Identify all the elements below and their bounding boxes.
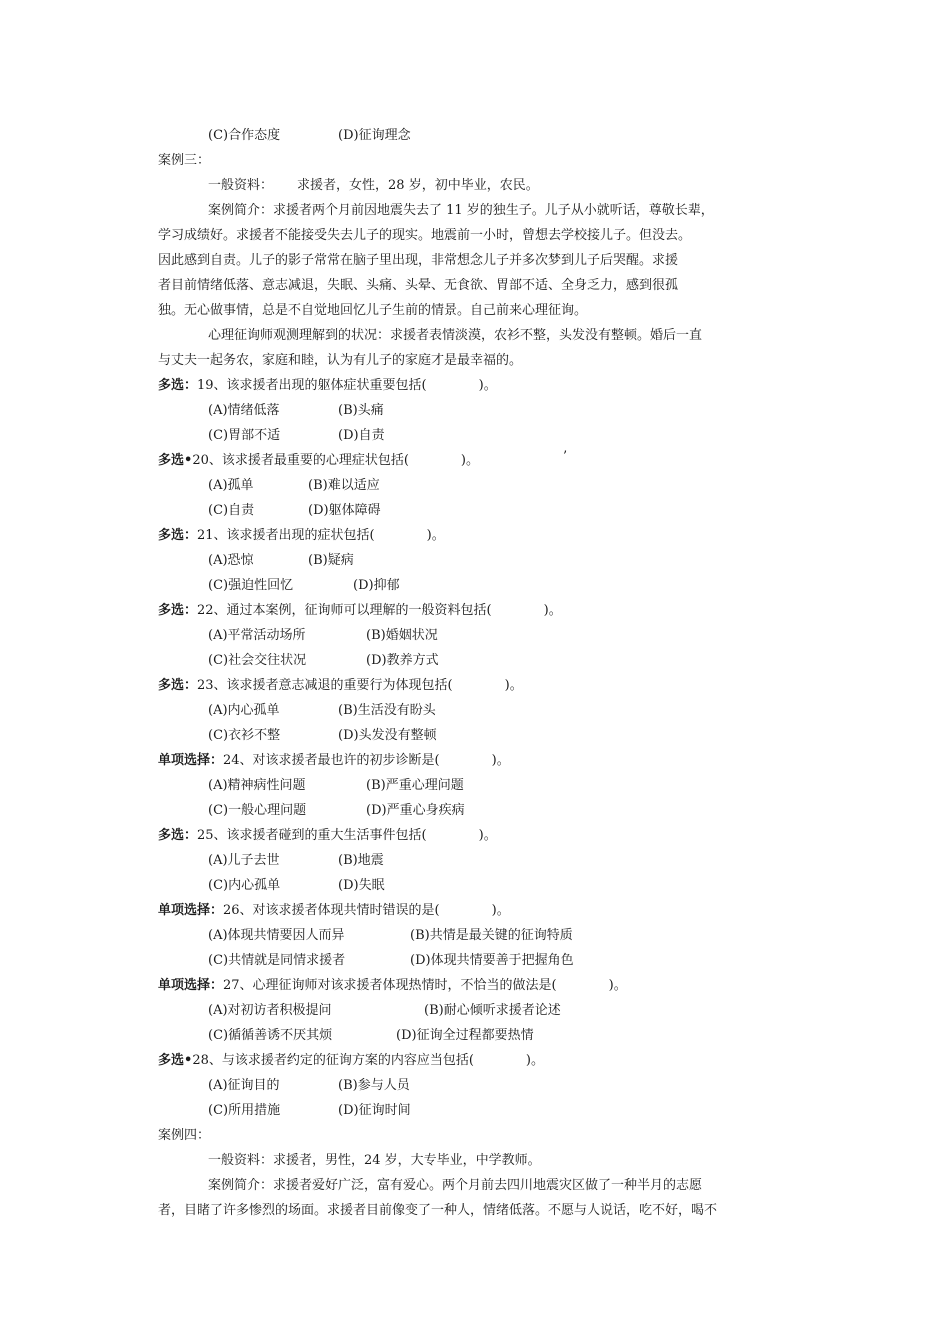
case3-intro-line: 案例简介：求援者两个月前因地震失去了 11 岁的独生子。儿子从小就听话，尊敬长辈， xyxy=(208,203,714,218)
option-a: (A)儿子去世 xyxy=(208,853,280,868)
option-c: (C)衣衫不整 xyxy=(208,728,281,743)
option-a: (A)情绪低落 xyxy=(208,403,280,418)
question-type: 多选： xyxy=(158,678,198,693)
question-type: 多选： xyxy=(158,528,198,543)
option-b: (B)参与人员 xyxy=(338,1078,410,1093)
option-b: (B)难以适应 xyxy=(308,478,380,493)
option-c: (C)内心孤单 xyxy=(208,878,281,893)
question-28 xyxy=(158,1051,778,1071)
option-d: (D)征询时间 xyxy=(338,1103,411,1118)
case3-intro-line: 独。无心做事情，总是不自觉地回忆儿子生前的情景。自己前来心理征询。 xyxy=(158,303,588,318)
option-a: (A)征询目的 xyxy=(208,1078,280,1093)
option-d: (D)严重心身疾病 xyxy=(366,803,465,818)
option-c: (C)共情就是同情求援者 xyxy=(208,953,346,968)
question-text: 20、该求援者最重要的心理症状包括( )。 xyxy=(192,453,479,468)
question-type: 单项选择： xyxy=(158,903,224,918)
case3-intro-line: 者目前情绪低落、意志减退，失眠、头痛、头晕、无食欲、胃部不适、全身乏力，感到很孤 xyxy=(158,278,679,293)
option-a: (A)恐惊 xyxy=(208,553,254,568)
case3-observe-line: 心理征询师观测理解到的状况：求援者表情淡漠，农衫不整，头发没有整顿。婚后一直 xyxy=(208,328,703,343)
option-d: (D)躯体障碍 xyxy=(308,503,381,518)
option-d: (D)教养方式 xyxy=(366,653,439,668)
option-c: (C)合作态度 xyxy=(208,128,281,143)
option-b: (B)地震 xyxy=(338,853,384,868)
case4-heading: 案例四： xyxy=(158,1128,211,1143)
option-d: (D)失眠 xyxy=(338,878,385,893)
question-23 xyxy=(158,676,778,696)
case3-heading: 案例三： xyxy=(158,153,211,168)
question-text: 27、心理征询师对该求援者体现热情时，不恰当的做法是( )。 xyxy=(223,978,627,993)
question-type: 单项选择： xyxy=(158,753,224,768)
question-type: 多选• xyxy=(158,453,193,468)
question-26 xyxy=(158,901,778,921)
option-d: (D)抑郁 xyxy=(353,578,400,593)
question-type: 多选• xyxy=(158,1053,193,1068)
option-a: (A)体现共情要因人而异 xyxy=(208,928,345,943)
question-text: 28、与该求援者约定的征询方案的内容应当包括( )。 xyxy=(192,1053,544,1068)
question-text: 25、该求援者碰到的重大生活事件包括( )。 xyxy=(197,828,497,843)
option-d: (D)体现共情要善于把握角色 xyxy=(410,953,574,968)
question-type: 多选： xyxy=(158,378,198,393)
case3-observe-line: 与丈夫一起务农，家庭和睦，认为有儿子的家庭才是最幸福的。 xyxy=(158,353,523,368)
option-d: (D)征询全过程都要热情 xyxy=(396,1028,534,1043)
case3-intro-line: 因此感到自责。儿子的影子常常在脑子里出现，非常想念儿子并多次梦到儿子后哭醒。求援 xyxy=(158,253,679,268)
question-type: 多选： xyxy=(158,828,198,843)
option-b: (B)疑病 xyxy=(308,553,354,568)
option-c: (C)自责 xyxy=(208,503,255,518)
option-c: (C)胃部不适 xyxy=(208,428,281,443)
question-type: 多选： xyxy=(158,603,198,618)
option-a: (A)对初访者积极提问 xyxy=(208,1003,332,1018)
option-c: (C)社会交往状况 xyxy=(208,653,307,668)
question-21 xyxy=(158,526,778,546)
option-b: (B)生活没有盼头 xyxy=(338,703,436,718)
question-24 xyxy=(158,751,778,771)
question-type: 单项选择： xyxy=(158,978,224,993)
question-text: 24、对该求援者最也许的初步诊断是( )。 xyxy=(223,753,510,768)
question-text: 23、该求援者意志减退的重要行为体现包括( )。 xyxy=(197,678,523,693)
case3-general-info xyxy=(208,176,778,196)
option-c: (C)一般心理问题 xyxy=(208,803,307,818)
option-b: (B)严重心理问题 xyxy=(366,778,464,793)
question-27 xyxy=(158,976,778,996)
option-a: (A)内心孤单 xyxy=(208,703,280,718)
option-c: (C)所用措施 xyxy=(208,1103,281,1118)
question-25 xyxy=(158,826,778,846)
option-d: (D)征询理念 xyxy=(338,128,411,143)
option-b: (B)耐心倾听求援者论述 xyxy=(424,1003,561,1018)
case3-general-label: 一般资料： xyxy=(208,178,274,193)
option-d: (D)头发没有整顿 xyxy=(338,728,437,743)
option-a: (A)孤单 xyxy=(208,478,254,493)
option-a: (A)精神病性问题 xyxy=(208,778,306,793)
question-text: 26、对该求援者体现共情时错误的是( )。 xyxy=(223,903,510,918)
case4-general-info: 一般资料：求援者，男性，24 岁，大专毕业，中学教师。 xyxy=(208,1153,541,1168)
case3-general-text: 求援者，女性，28 岁，初中毕业，农民。 xyxy=(297,178,539,193)
question-text: 21、该求援者出现的症状包括( )。 xyxy=(197,528,445,543)
question-20 xyxy=(158,451,778,471)
question-22 xyxy=(158,601,778,621)
option-c: (C)强迫性回忆 xyxy=(208,578,294,593)
option-b: (B)婚姻状况 xyxy=(366,628,438,643)
option-c: (C)循循善诱不厌其烦 xyxy=(208,1028,333,1043)
question-text: 22、通过本案例，征询师可以理解的一般资料包括( )。 xyxy=(197,603,562,618)
option-a: (A)平常活动场所 xyxy=(208,628,306,643)
case3-intro-line: 学习成绩好。求援者不能接受失去儿子的现实。地震前一小时，曾想去学校接儿子。但没去。 xyxy=(158,228,692,243)
option-b: (B)头痛 xyxy=(338,403,384,418)
option-d: (D)自责 xyxy=(338,428,385,443)
question-19 xyxy=(158,376,778,396)
stray-mark: ’ xyxy=(563,449,568,464)
option-b: (B)共情是最关键的征询特质 xyxy=(410,928,573,943)
case4-intro-line: 案例简介：求援者爱好广泛，富有爱心。两个月前去四川地震灾区做了一种半月的志愿 xyxy=(208,1178,703,1193)
question-text: 19、该求援者出现的躯体症状重要包括( )。 xyxy=(197,378,497,393)
case4-intro-line: 者，目睹了许多惨烈的场面。求援者目前像变了一种人，情绪低落。不愿与人说话，吃不好，喝不 xyxy=(158,1203,718,1218)
